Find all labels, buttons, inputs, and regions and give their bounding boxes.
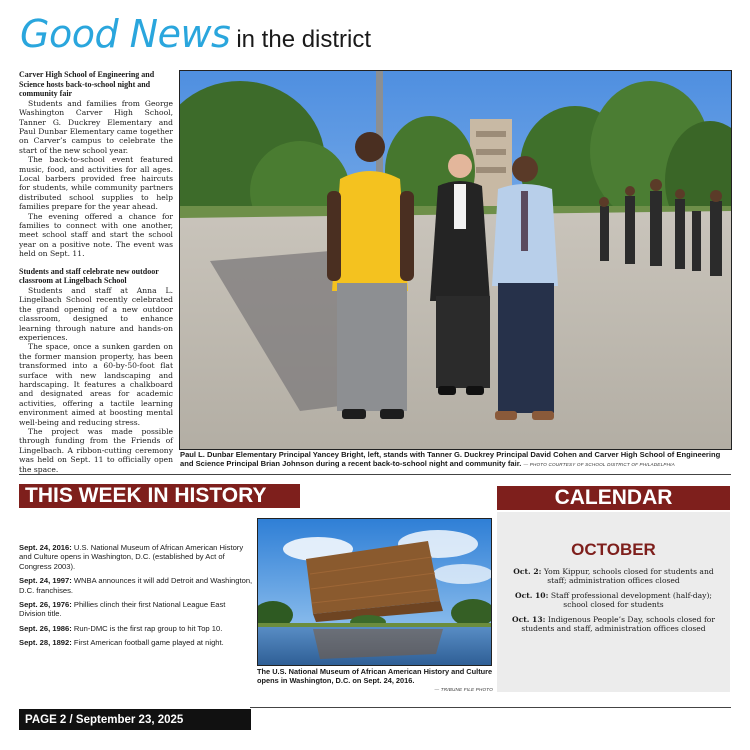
history-text: First American football game played at night. xyxy=(73,638,224,648)
museum-photo-image xyxy=(258,519,491,665)
calendar-box xyxy=(497,512,730,692)
article-2-paragraph: The project was made possible through funding from the Friends of Lingelbach. A ribbon-cutting ceremony was held on Sept. 11 to officially open the space. xyxy=(19,426,173,474)
museum-photo-caption xyxy=(257,668,493,695)
history-item xyxy=(19,624,253,633)
article-2-paragraph: Students and staff at Anna L. Lingelbach School recently celebrated the grand opening of a new outdoor classroom, designed to enhance learning through nature and hands-on experiences. xyxy=(19,285,173,342)
history-text: Run-DMC is the first rap group to hit Top 10. xyxy=(73,623,223,633)
articles-column xyxy=(19,70,173,474)
history-date: Sept. 24, 2016: xyxy=(19,543,72,552)
page-footer: PAGE 2 / September 23, 2025 xyxy=(19,709,251,730)
history-item xyxy=(19,576,253,595)
masthead xyxy=(20,12,371,62)
main-photo-image xyxy=(180,71,731,449)
article-2-headline: Students and staff celebrate new outdoor classroom at Lingelbach School xyxy=(19,266,159,286)
history-text: Phillies clinch their first National League East Division title. xyxy=(19,600,226,619)
museum-photo-credit: — TRIBUNE FILE PHOTO xyxy=(434,687,493,693)
section-divider xyxy=(19,474,731,475)
calendar-banner: CALENDAR xyxy=(497,486,730,510)
calendar-entries xyxy=(507,567,720,638)
calendar-entry-date: Oct. 2: xyxy=(513,567,542,576)
calendar-entry-date: Oct. 10: xyxy=(514,590,549,600)
calendar-entry-text: Yom Kippur, schools closed for students and staff; administration offices closed xyxy=(543,567,714,586)
footer-rule xyxy=(250,707,731,708)
calendar-entry-text: Staff professional development (half-day); school closed for students xyxy=(550,590,712,610)
masthead-good-news: Good News xyxy=(20,12,231,56)
museum-photo xyxy=(257,518,492,666)
calendar-entry xyxy=(507,615,720,634)
article-1-paragraph: The back-to-school event featured music, food, and activities for all ages. Local barbers provided free haircuts for students, while community partners distributed school supplies to help families prepare for the year ahead. xyxy=(19,155,173,212)
calendar-entry-text: Indigenous People’s Day, schools closed for students and staff, administration offices closed xyxy=(521,614,715,634)
history-date: Sept. 28, 1892: xyxy=(19,638,72,648)
article-1-paragraph: Students and families from George Washington Carver High School, Tanner G. Duckrey Elementary and Paul Dunbar Elementary came together on Carver’s campus to celebrate the start of the new school year. xyxy=(19,98,173,155)
main-photo-caption xyxy=(180,450,732,469)
museum-photo-caption-text: The U.S. National Museum of African American History and Culture opens in Washington, D.C. on Sept. 24, 2016. xyxy=(257,667,493,685)
history-date: Sept. 26, 1976: xyxy=(19,600,72,610)
history-item xyxy=(19,638,253,647)
article-1-paragraph: The evening offered a chance for families to connect with one another, meet school staff and start the school year on a positive note. The event was held on Sept. 11. xyxy=(19,211,173,259)
article-1-headline: Carver High School of Engineering and Science hosts back-to-school night and community fair xyxy=(19,70,155,99)
history-date: Sept. 24, 1997: xyxy=(19,576,72,586)
article-2-paragraph: The space, once a sunken garden on the former mansion property, has been transformed into a 60-by-50-foot flat surface with new landscaping and hardscaping. It features a chalkboard and designated areas for academic activities, offering a tactile learning environment aimed at boosting mental well-being and reducing stress. xyxy=(19,342,173,427)
history-item xyxy=(19,543,253,571)
main-photo xyxy=(179,70,732,450)
calendar-entry xyxy=(507,567,720,586)
history-date: Sept. 26, 1986: xyxy=(19,623,72,633)
calendar-entry xyxy=(507,591,720,610)
calendar-month: OCTOBER xyxy=(571,540,656,559)
history-text: WNBA announces it will add Detroit and Washington, D.C. franchises. xyxy=(19,576,253,595)
masthead-subtitle: in the district xyxy=(236,26,372,53)
history-list xyxy=(19,543,253,653)
main-photo-caption-text: Paul L. Dunbar Elementary Principal Yancey Bright, left, stands with Tanner G. Duckrey Principal David Cohen and Carver High School of Engineering and Science Principal Brian Johnson during a recent back-to-school night and community fair. xyxy=(180,450,721,468)
main-photo-credit: — PHOTO COURTESY OF SCHOOL DISTRICT OF PHILADELPHIA xyxy=(523,462,675,467)
history-item xyxy=(19,600,253,619)
history-banner: THIS WEEK IN HISTORY xyxy=(19,484,300,508)
history-text: U.S. National Museum of African American History and Culture opens in Washington, D.C. (established by Act of Congress 2003). xyxy=(19,543,244,571)
calendar-entry-date: Oct. 13: xyxy=(512,614,546,624)
